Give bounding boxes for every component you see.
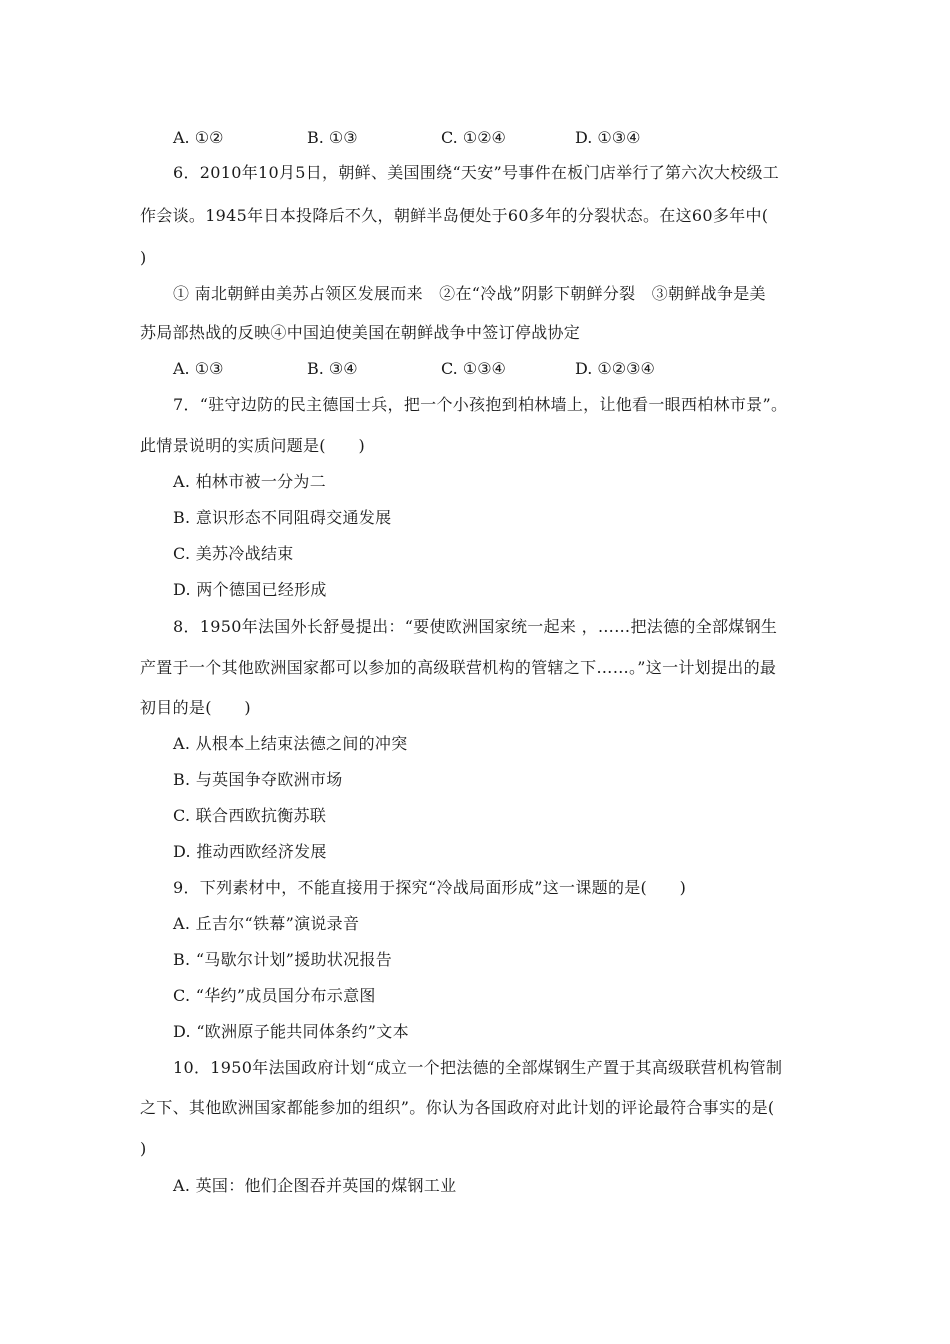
q9-option-a: A. 丘吉尔“铁幕”演说录音 xyxy=(173,914,360,933)
q10-stem-line-2: 之下、其他欧洲国家都能参加的组织”。你认为各国政府对此计划的评论最符合事实的是( xyxy=(140,1098,775,1117)
q9-option-d: D. “欧洲原子能共同体条约”文本 xyxy=(173,1022,409,1041)
q6-options xyxy=(173,358,873,380)
q9-option-b: B. “马歇尔计划”援助状况报告 xyxy=(173,950,393,969)
q6-stem-line-2: 作会谈。1945年日本投降后不久，朝鲜半岛便处于60多年的分裂状态。在这60多年中( xyxy=(140,206,769,225)
q5-options xyxy=(173,127,873,149)
q10-stem-line-3: ) xyxy=(140,1139,147,1158)
q7-option-a: A. 柏林市被一分为二 xyxy=(173,472,327,491)
q7-option-d: D. 两个德国已经形成 xyxy=(173,580,327,599)
q5-option-d: D. ①③④ xyxy=(575,128,641,147)
q8-stem-line-3: 初目的是( ) xyxy=(140,698,251,717)
q6-stem-line-3: ) xyxy=(140,248,147,267)
q6-option-c: C. ①③④ xyxy=(441,359,506,378)
q6-items-line-1: ① 南北朝鲜由美苏占领区发展而来 ②在“冷战”阴影下朝鲜分裂 ③朝鲜战争是美 xyxy=(173,284,766,303)
q6-items-line-2: 苏局部热战的反映④中国迫使美国在朝鲜战争中签订停战协定 xyxy=(140,323,581,342)
q7-option-c: C. 美苏冷战结束 xyxy=(173,544,294,563)
q6-stem-line-1: 6．2010年10月5日，朝鲜、美国围绕“天安”号事件在板门店举行了第六次大校级工 xyxy=(173,163,780,182)
q7-stem-line-1: 7．“驻守边防的民主德国士兵，把一个小孩抱到柏林墙上，让他看一眼西柏林市景”。 xyxy=(173,395,788,414)
q5-option-c: C. ①②④ xyxy=(441,128,506,147)
q7-stem-line-2: 此情景说明的实质问题是( ) xyxy=(140,436,365,455)
q6-option-b: B. ③④ xyxy=(307,359,358,378)
q10-stem-line-1: 10．1950年法国政府计划“成立一个把法德的全部煤钢生产置于其高级联营机构管制 xyxy=(173,1058,783,1077)
q8-option-c: C. 联合西欧抗衡苏联 xyxy=(173,806,327,825)
q8-option-b: B. 与英国争夺欧洲市场 xyxy=(173,770,343,789)
q9-option-c: C. “华约”成员国分布示意图 xyxy=(173,986,376,1005)
q8-option-a: A. 从根本上结束法德之间的冲突 xyxy=(173,734,408,753)
q6-option-a: A. ①③ xyxy=(173,359,224,378)
q8-option-d: D. 推动西欧经济发展 xyxy=(173,842,327,861)
q10-option-a: A. 英国：他们企图吞并英国的煤钢工业 xyxy=(173,1176,457,1195)
q9-stem-line-1: 9．下列素材中，不能直接用于探究“冷战局面形成”这一课题的是( ) xyxy=(173,878,687,897)
q5-option-a: A. ①② xyxy=(173,128,224,147)
q6-option-d: D. ①②③④ xyxy=(575,359,655,378)
q7-option-b: B. 意识形态不同阻碍交通发展 xyxy=(173,508,392,527)
q8-stem-line-1: 8．1950年法国外长舒曼提出：“要使欧洲国家统一起来 ，……把法德的全部煤钢生 xyxy=(173,617,778,636)
q8-stem-line-2: 产置于一个其他欧洲国家都可以参加的高级联营机构的管辖之下……。”这一计划提出的最 xyxy=(140,658,777,677)
q5-option-b: B. ①③ xyxy=(307,128,358,147)
